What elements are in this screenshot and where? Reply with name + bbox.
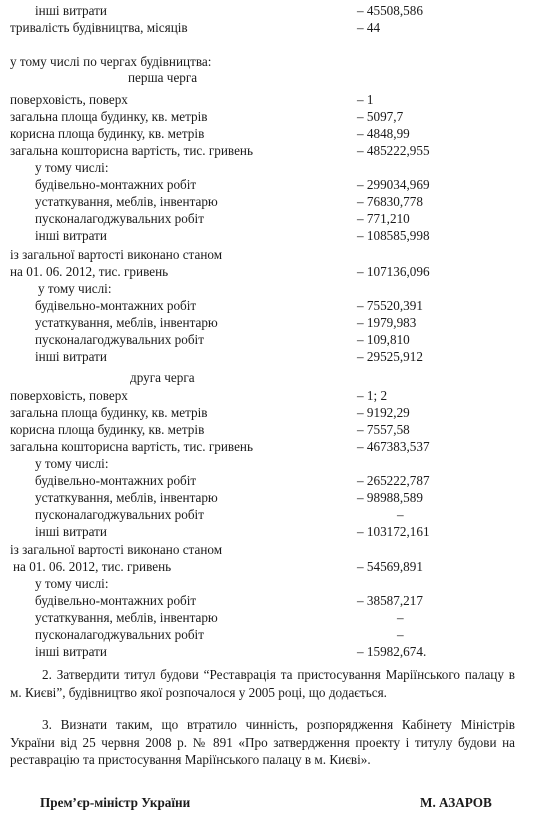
row-label: загальна площа будинку, кв. метрів [10,405,208,420]
row-value: – 9192,29 [357,405,410,420]
row-value: – 1 [357,92,374,107]
paragraph-2: 2. Затвердити титул будови “Реставрація та пристосування Маріїнського палацу в м. Києві”, будівництво якої розпочалося у 2005 році, що додається. [10,667,515,700]
row-value: – 299034,969 [357,177,430,192]
row-value: – 75520,391 [357,298,423,313]
row-value: – 38587,217 [357,593,423,608]
row-value: – 265222,787 [357,473,430,488]
row-label: загальна площа будинку, кв. метрів [10,109,208,124]
row-label: інші витрати [35,524,107,539]
row-label: у тому числі: [38,281,112,296]
row-label: устаткування, меблів, інвентарю [35,194,218,209]
row-value: – 1979,983 [357,315,417,330]
row-label: пусконалагоджувальних робіт [35,627,204,642]
row-label: із загальної вартості виконано станом [10,542,223,557]
row-value: – 29525,912 [357,349,423,364]
row-label: будівельно-монтажних робіт [35,473,197,488]
row-label: поверховість, поверх [10,388,128,403]
row-label: будівельно-монтажних робіт [35,593,197,608]
row-value: – [397,610,404,625]
row-value: – [397,627,404,642]
row-value: – 15982,674. [357,644,427,659]
row-value: – [397,507,404,522]
row-value: – 76830,778 [357,194,423,209]
row-value: – 467383,537 [357,439,430,454]
row-value: – 54569,891 [357,559,423,574]
row-label: тривалість будівництва, місяців [10,20,188,35]
row-label: корисна площа будинку, кв. метрів [10,422,205,437]
row-label: інші витрати [35,3,107,18]
row-value: – 771,210 [357,211,410,226]
row-value: – 109,810 [357,332,410,347]
row-label: пусконалагоджувальних робіт [35,332,204,347]
signature-position: Прем’єр-міністр України [40,795,191,810]
row-value: – 4848,99 [357,126,410,141]
row-value: – 485222,955 [357,143,430,158]
row-value: – 7557,58 [357,422,410,437]
row-label: поверховість, поверх [10,92,128,107]
row-value: – 107136,096 [357,264,430,279]
row-label: устаткування, меблів, інвентарю [35,315,218,330]
signature-name: М. АЗАРОВ [420,795,492,810]
row-label: будівельно-монтажних робіт [35,177,197,192]
row-label: на 01. 06. 2012, тис. гривень [10,264,169,279]
row-label: будівельно-монтажних робіт [35,298,197,313]
row-value: – 98988,589 [357,490,423,505]
row-label: устаткування, меблів, інвентарю [35,490,218,505]
row-value: – 5097,7 [357,109,404,124]
row-label: пусконалагоджувальних робіт [35,211,204,226]
row-label: у тому числі по чергах будівництва: [10,54,212,69]
row-label: перша черга [128,70,198,85]
row-label: загальна кошторисна вартість, тис. гривень [10,439,254,454]
row-label: інші витрати [35,349,107,364]
row-value: – 103172,161 [357,524,430,539]
row-label: друга черга [130,370,195,385]
row-label: устаткування, меблів, інвентарю [35,610,218,625]
row-label: у тому числі: [35,576,109,591]
row-value: – 1; 2 [357,388,388,403]
row-label: із загальної вартості виконано станом [10,247,223,262]
row-label: у тому числі: [35,456,109,471]
row-value: – 44 [357,20,381,35]
row-label: інші витрати [35,644,107,659]
row-label: корисна площа будинку, кв. метрів [10,126,205,141]
row-value: – 45508,586 [357,3,423,18]
row-value: – 108585,998 [357,228,430,243]
row-label: на 01. 06. 2012, тис. гривень [13,559,172,574]
row-label: пусконалагоджувальних робіт [35,507,204,522]
paragraph-3: 3. Визнати таким, що втратило чинність, розпорядження Кабінету Міністрів України від 25 червня 2008 р. № 891 «Про затвердження проекту і титулу будови на реставрацію та пристосування Маріїнського палацу в м. Києві». [10,717,515,767]
row-label: загальна кошторисна вартість, тис. гривень [10,143,254,158]
row-label: у тому числі: [35,160,109,175]
row-label: інші витрати [35,228,107,243]
